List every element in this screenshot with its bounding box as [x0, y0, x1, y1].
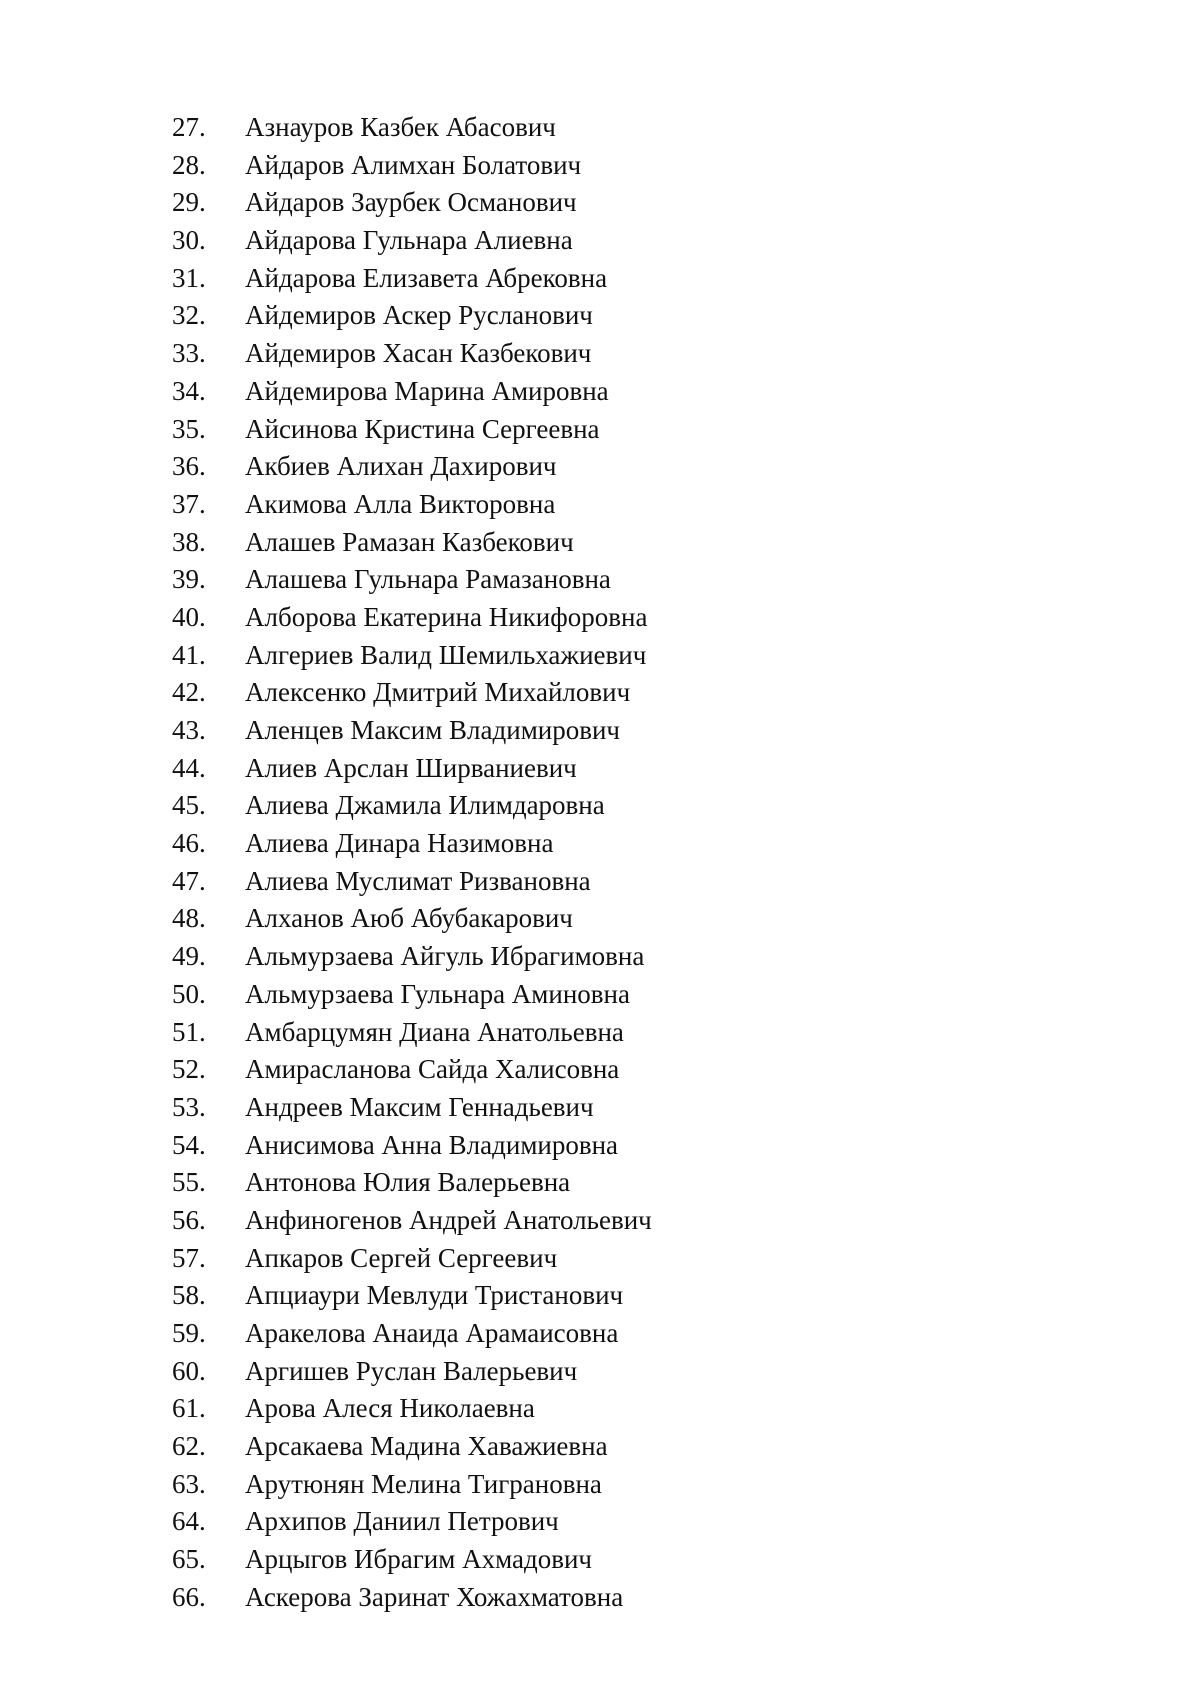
item-number: 56.: [172, 1204, 206, 1235]
item-name: Амбарцумян Диана Анатольевна: [245, 1016, 624, 1047]
item-number: 34.: [172, 375, 206, 406]
item-number: 51.: [172, 1016, 206, 1047]
list-item: [172, 564, 652, 602]
item-number: 63.: [172, 1468, 206, 1499]
item-name: Арова Алеся Николаевна: [245, 1393, 535, 1424]
list-item: [172, 1356, 652, 1394]
list-item: [172, 376, 652, 414]
item-name: Анисимова Анна Владимировна: [245, 1129, 619, 1160]
item-number: 39.: [172, 564, 206, 595]
list-item: [172, 1167, 652, 1205]
item-number: 64.: [172, 1506, 206, 1537]
item-name: Алиева Динара Назимовна: [245, 828, 554, 859]
item-name: Арутюнян Мелина Тиграновна: [245, 1468, 602, 1499]
list-item: [172, 263, 652, 301]
item-name: Айсинова Кристина Сергеевна: [245, 413, 600, 444]
item-number: 46.: [172, 828, 206, 859]
list-item: [172, 1092, 652, 1130]
list-item: [172, 1393, 652, 1431]
list-item: [172, 1318, 652, 1356]
list-item: [172, 1280, 652, 1318]
item-number: 30.: [172, 225, 206, 256]
item-name: Апкаров Сергей Сергеевич: [245, 1242, 558, 1273]
item-name: Аленцев Максим Владимирович: [245, 715, 621, 745]
item-name: Алиева Джамила Илимдаровна: [245, 790, 605, 821]
list-item: [172, 1544, 652, 1582]
item-name: Айдарова Гульнара Алиевна: [245, 225, 573, 256]
item-number: 50.: [172, 978, 206, 1009]
item-number: 65.: [172, 1544, 206, 1575]
item-number: 53.: [172, 1091, 206, 1122]
list-item: [172, 602, 652, 640]
item-number: 61.: [172, 1393, 206, 1424]
item-number: 40.: [172, 601, 206, 632]
item-name: Аскерова Заринат Хожахматовна: [245, 1581, 624, 1612]
item-name: Айдаров Алимхан Болатович: [245, 149, 582, 180]
item-number: 55.: [172, 1167, 206, 1198]
list-item: [172, 941, 652, 979]
item-name: Айдемирова Марина Амировна: [245, 375, 609, 406]
item-name: Алексенко Дмитрий Михайлович: [245, 677, 631, 708]
item-number: 42.: [172, 677, 206, 708]
item-number: 36.: [172, 451, 206, 482]
list-item: [172, 1205, 652, 1243]
item-name: Алборова Екатерина Никифоровна: [245, 601, 648, 632]
item-name: Азнауров Казбек Абасович: [245, 112, 556, 142]
item-name: Альмурзаева Гульнара Аминовна: [245, 978, 630, 1009]
list-item: [172, 414, 652, 452]
list-item: [172, 1243, 652, 1281]
list-item: [172, 225, 652, 263]
item-name: Арсакаева Мадина Хаважиевна: [245, 1431, 608, 1462]
list-item: [172, 979, 652, 1017]
list-item: [172, 1054, 652, 1092]
item-name: Анфиногенов Андрей Анатольевич: [245, 1204, 652, 1235]
item-name: Арцыгов Ибрагим Ахмадович: [245, 1544, 592, 1575]
list-item: [172, 338, 652, 376]
list-item: [172, 1017, 652, 1055]
item-number: 62.: [172, 1431, 206, 1462]
item-number: 54.: [172, 1129, 206, 1160]
item-number: 37.: [172, 488, 206, 519]
item-number: 66.: [172, 1581, 206, 1612]
item-number: 31.: [172, 262, 206, 293]
item-number: 27.: [172, 112, 206, 142]
item-number: 49.: [172, 941, 206, 972]
item-number: 45.: [172, 790, 206, 821]
item-name: Алиев Арслан Ширваниевич: [245, 752, 577, 783]
item-number: 32.: [172, 300, 206, 331]
item-name: Айдарова Елизавета Абрековна: [245, 262, 608, 293]
list-item: [172, 866, 652, 904]
list-item: [172, 1469, 652, 1507]
list-item: [172, 489, 652, 527]
item-number: 59.: [172, 1318, 206, 1348]
list-item: [172, 640, 652, 678]
item-name: Айдемиров Аскер Русланович: [245, 300, 593, 331]
item-name: Акимова Алла Викторовна: [245, 488, 556, 519]
item-name: Алашев Рамазан Казбекович: [245, 526, 574, 557]
list-item: [172, 112, 652, 150]
item-number: 44.: [172, 752, 206, 783]
list-item: [172, 527, 652, 565]
item-name: Айдаров Заурбек Османович: [245, 187, 577, 218]
item-number: 58.: [172, 1280, 206, 1311]
item-name: Алгериев Валид Шемильхажиевич: [245, 639, 647, 670]
item-name: Айдемиров Хасан Казбекович: [245, 338, 592, 369]
item-name: Амирасланова Сайда Халисовна: [245, 1054, 620, 1085]
list-item: [172, 828, 652, 866]
item-name: Аргишев Руслан Валерьевич: [245, 1355, 578, 1386]
item-number: 33.: [172, 338, 206, 369]
list-item: [172, 790, 652, 828]
item-number: 41.: [172, 639, 206, 670]
item-name: Андреев Максим Геннадьевич: [245, 1091, 594, 1122]
item-name: Алиева Муслимат Ризвановна: [245, 865, 591, 896]
list-item: [172, 1506, 652, 1544]
list-item: [172, 150, 652, 188]
item-name: Алханов Аюб Абубакарович: [245, 903, 573, 934]
list-item: [172, 300, 652, 338]
list-item: [172, 715, 652, 753]
item-name: Аракелова Анаида Арамаисовна: [245, 1318, 619, 1348]
item-number: 47.: [172, 865, 206, 896]
item-name: Алашева Гульнара Рамазановна: [245, 564, 611, 595]
item-number: 52.: [172, 1054, 206, 1085]
name-list: [172, 112, 652, 1620]
item-number: 28.: [172, 149, 206, 180]
item-number: 43.: [172, 715, 206, 745]
list-item: [172, 451, 652, 489]
item-number: 57.: [172, 1242, 206, 1273]
list-item: [172, 1431, 652, 1469]
list-item: [172, 1582, 652, 1620]
item-number: 48.: [172, 903, 206, 934]
item-number: 60.: [172, 1355, 206, 1386]
list-item: [172, 677, 652, 715]
item-name: Антонова Юлия Валерьевна: [245, 1167, 571, 1198]
list-item: [172, 187, 652, 225]
item-number: 35.: [172, 413, 206, 444]
item-name: Апциаури Мевлуди Тристанович: [245, 1280, 624, 1311]
list-item: [172, 753, 652, 791]
item-number: 29.: [172, 187, 206, 218]
item-name: Архипов Даниил Петрович: [245, 1506, 559, 1537]
item-number: 38.: [172, 526, 206, 557]
list-item: [172, 1130, 652, 1168]
item-name: Альмурзаева Айгуль Ибрагимовна: [245, 941, 645, 972]
list-item: [172, 903, 652, 941]
item-name: Акбиев Алихан Дахирович: [245, 451, 557, 482]
